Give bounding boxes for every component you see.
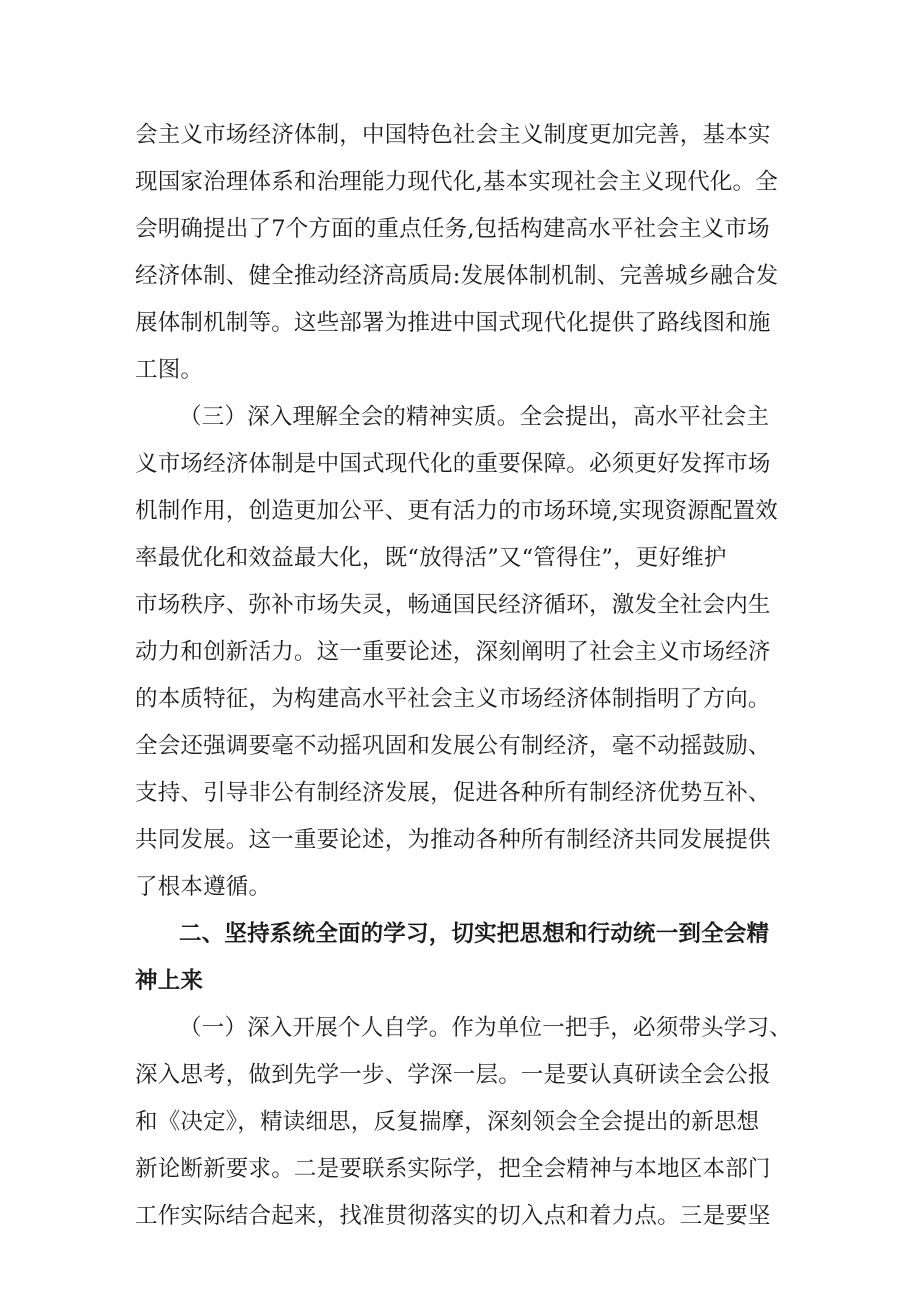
paragraph-continuation (135, 112, 800, 394)
text-line: 会主义市场经济体制，中国特色社会主义制度更加完善，基本实 (135, 122, 771, 148)
section-heading (135, 911, 800, 1005)
text-line: 市场秩序、弥补市场失灵，畅通国民经济循环，激发全社会内生 (135, 592, 771, 618)
text-line: 展体制机制等。这些部署为推进中国式现代化提供了路线图和施 (135, 310, 771, 336)
text-line: 了根本遵循。 (135, 874, 272, 900)
text-line: 经济体制、健全推动经济高质局:发展体制机制、完善城乡融合发 (135, 263, 779, 289)
text-line: 支持、引导非公有制经济发展，促进各种所有制经济优势互补、 (135, 780, 771, 806)
document-page (135, 112, 800, 1240)
heading-line: 二、坚持系统全面的学习，切实把思想和行动统一到全会精 (179, 921, 770, 947)
text-line: 现国家治理体系和治理能力现代化,基本实现社会主义现代化。全 (135, 169, 778, 195)
text-line: 工图。 (135, 357, 204, 383)
text-line: 新论断新要求。二是要联系实际学，把全会精神与本地区本部门 (135, 1156, 771, 1182)
text-line: 的本质特征，为构建高水平社会主义市场经济体制指明了方向。 (135, 686, 771, 712)
text-line: 动力和创新活力。这一重要论述，深刻阐明了社会主义市场经济 (135, 639, 771, 665)
text-line: 会明确提出了7个方面的重点任务,包括构建高水平社会主义市场 (135, 216, 770, 242)
text-line: （一）深入开展个人自学。作为单位一把手，必须带头学习、 (179, 1015, 792, 1041)
paragraph-self-study (135, 1005, 800, 1240)
text-line: 共同发展。这一重要论述，为推动各种所有制经济共同发展提供 (135, 827, 771, 853)
text-line: （三）深入理解全会的精神实质。全会提出，高水平社会主 (179, 404, 770, 430)
text-line: 机制作用，创造更加公平、更有活力的市场环境,实现资源配置效 (135, 498, 778, 524)
text-line: 率最优化和效益最大化，既“放得活”又“管得住”，更好维护 (135, 545, 727, 571)
text-line: 和《决定》，精读细思，反复揣摩，深刻领会全会提出的新思想 (135, 1109, 760, 1135)
text-line: 全会还强调要毫不动摇巩固和发展公有制经济，毫不动摇鼓励、 (135, 733, 771, 759)
paragraph-spirit-essence (135, 394, 800, 911)
heading-line: 神上来 (135, 968, 204, 994)
text-line: 工作实际结合起来，找准贯彻落实的切入点和着力点。三是要坚 (135, 1203, 771, 1229)
text-line: 义市场经济体制是中国式现代化的重要保障。必须更好发挥市场 (135, 451, 771, 477)
text-line: 深入思考，做到先学一步、学深一层。一是要认真研读全会公报 (135, 1062, 771, 1088)
